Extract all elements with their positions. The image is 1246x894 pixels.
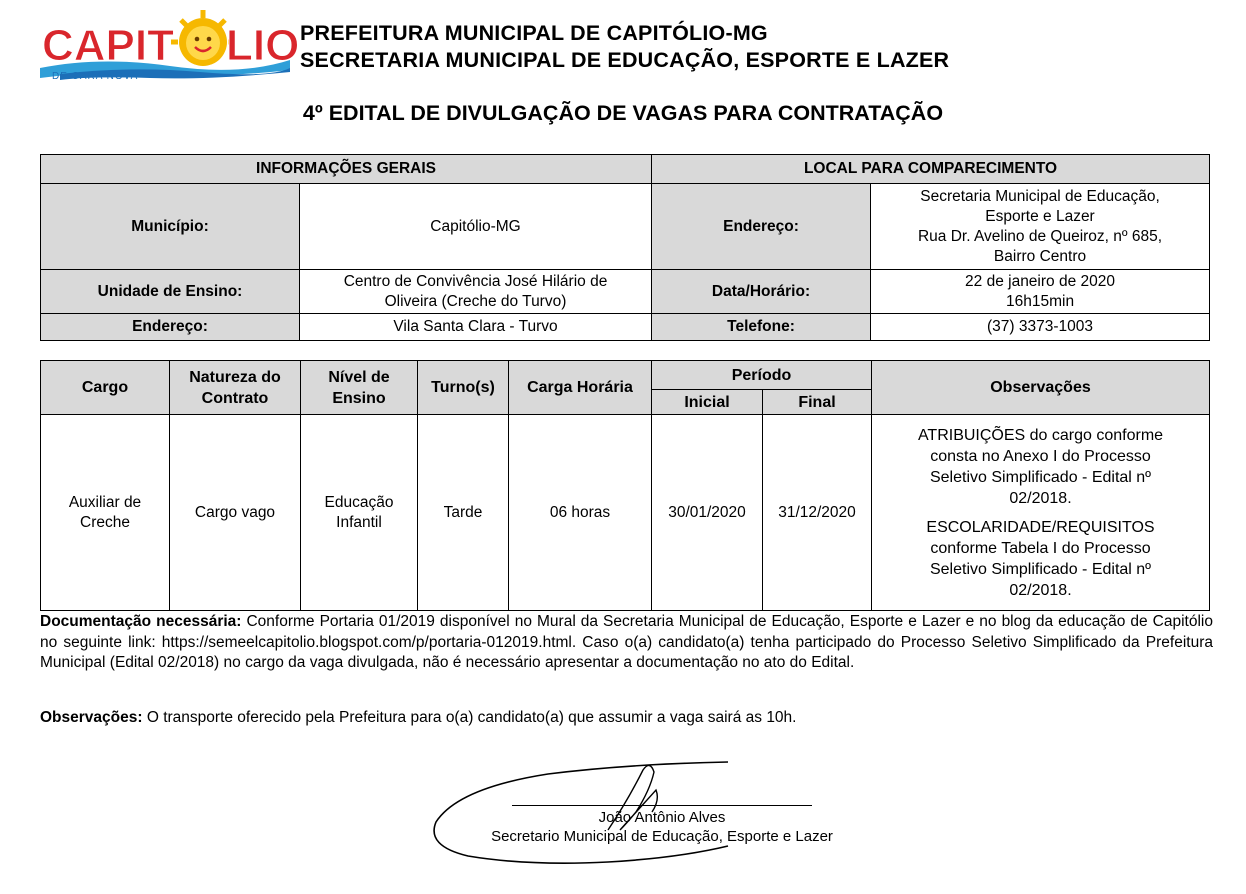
- obs-line: conforme Tabela I do Processo: [930, 539, 1151, 557]
- cell-cargo: [41, 415, 170, 611]
- signatory-name: João Antônio Alves: [598, 809, 726, 826]
- col-carga: Carga Horária: [509, 361, 652, 415]
- logo-text-right: LIO: [226, 21, 300, 70]
- col-natureza-line: Contrato: [201, 389, 269, 407]
- table-row: [41, 415, 1210, 611]
- value-endereco-unidade: Vila Santa Clara - Turvo: [300, 314, 652, 341]
- signatory-role: Secretario Municipal de Educação, Esporte e Lazer: [491, 828, 833, 845]
- col-nivel-line: Nível de: [328, 368, 390, 386]
- value-endereco-local: [871, 184, 1210, 270]
- address-line: Rua Dr. Avelino de Queiroz, nº 685,: [917, 227, 1163, 245]
- label-endereco-unidade: Endereço:: [41, 314, 300, 341]
- cargo-line: Auxiliar de: [68, 493, 142, 511]
- obs-line: ESCOLARIDADE/REQUISITOS: [926, 518, 1155, 536]
- cargo-line: Creche: [80, 513, 130, 531]
- cell-carga: 06 horas: [509, 415, 652, 611]
- cell-inicial: 30/01/2020: [652, 415, 763, 611]
- value-telefone: (37) 3373-1003: [871, 314, 1210, 341]
- cell-nivel: [301, 415, 418, 611]
- documentation-label: Documentação necessária:: [40, 613, 242, 630]
- cell-final: 31/12/2020: [763, 415, 872, 611]
- col-inicial: Inicial: [652, 390, 763, 415]
- obs-line: ATRIBUIÇÕES do cargo conforme: [917, 426, 1164, 444]
- observations-label: Observações:: [40, 709, 143, 726]
- label-data-horario: Data/Horário:: [652, 270, 871, 314]
- obs-line: 02/2018.: [1009, 489, 1072, 507]
- label-telefone: Telefone:: [652, 314, 871, 341]
- col-observacoes: Observações: [872, 361, 1210, 415]
- documentation-paragraph: [40, 612, 1213, 674]
- label-unidade-ensino: Unidade de Ensino:: [41, 270, 300, 314]
- date-line: 22 de janeiro de 2020: [965, 272, 1115, 290]
- value-data-horario: [871, 270, 1210, 314]
- header-prefeitura: PREFEITURA MUNICIPAL DE CAPITÓLIO-MG: [300, 21, 768, 45]
- logo-subtitle: DE CARA NOVA: [52, 71, 139, 82]
- col-nivel: [301, 361, 418, 415]
- documentation-text: Conforme Portaria 01/2019 disponível no Mural da Secretaria Municipal de Educação, Esporte e Lazer e no blog da educação de Capitólio no seguinte link: https://semeelcapitolio.blogspot.com/p/portaria-012019.html. Caso o(a) candidato(a) tenha participado do Processo Seletivo Simplificado da Prefeitura Municipal (Edital 02/2018) no cargo da vaga divulgada, não é necessário apresentar a documentação no ato do Edital.: [40, 613, 1213, 671]
- col-periodo: Período: [652, 361, 872, 390]
- value-municipio: Capitólio-MG: [300, 184, 652, 270]
- label-municipio: Município:: [41, 184, 300, 270]
- observations-paragraph: [40, 708, 1213, 729]
- address-line: Esporte e Lazer: [985, 207, 1095, 225]
- col-final: Final: [763, 390, 872, 415]
- vacancy-table: [40, 360, 1210, 611]
- col-natureza: [170, 361, 301, 415]
- obs-line: consta no Anexo I do Processo: [930, 447, 1151, 465]
- col-nivel-line: Ensino: [332, 389, 386, 407]
- document-title: 4º EDITAL DE DIVULGAÇÃO DE VAGAS PARA CONTRATAÇÃO: [302, 101, 944, 125]
- general-info-table: [40, 154, 1210, 341]
- signature-line: [512, 805, 812, 806]
- value-unidade-ensino: [300, 270, 652, 314]
- capitolio-logo: [40, 8, 300, 90]
- address-line: Secretaria Municipal de Educação,: [920, 187, 1160, 205]
- obs-line: Seletivo Simplificado - Edital nº: [929, 468, 1152, 486]
- cell-natureza: Cargo vago: [170, 415, 301, 611]
- obs-line: 02/2018.: [1009, 581, 1072, 599]
- col-natureza-line: Natureza do: [189, 368, 281, 386]
- label-endereco-local: Endereço:: [652, 184, 871, 270]
- obs-line: Seletivo Simplificado - Edital nº: [929, 560, 1152, 578]
- header-informacoes-gerais: INFORMAÇÕES GERAIS: [41, 155, 652, 184]
- logo-text-left: CAPIT: [42, 21, 174, 70]
- logo-graphic: [40, 8, 300, 90]
- header-secretaria: SECRETARIA MUNICIPAL DE EDUCAÇÃO, ESPORTE E LAZER: [300, 48, 950, 72]
- nivel-line: Educação: [324, 493, 394, 511]
- time-line: 16h15min: [1005, 292, 1075, 310]
- col-turno: Turno(s): [418, 361, 509, 415]
- cell-observacoes: [872, 415, 1210, 611]
- col-cargo: Cargo: [41, 361, 170, 415]
- address-line: Bairro Centro: [993, 247, 1087, 265]
- unit-line: Centro de Convivência José Hilário de: [343, 272, 608, 290]
- header-local-comparecimento: LOCAL PARA COMPARECIMENTO: [652, 155, 1210, 184]
- cell-turno: Tarde: [418, 415, 509, 611]
- unit-line: Oliveira (Creche do Turvo): [384, 292, 567, 310]
- nivel-line: Infantil: [336, 513, 382, 531]
- observations-text: O transporte oferecido pela Prefeitura para o(a) candidato(a) que assumir a vaga sairá as 10h.: [146, 709, 797, 726]
